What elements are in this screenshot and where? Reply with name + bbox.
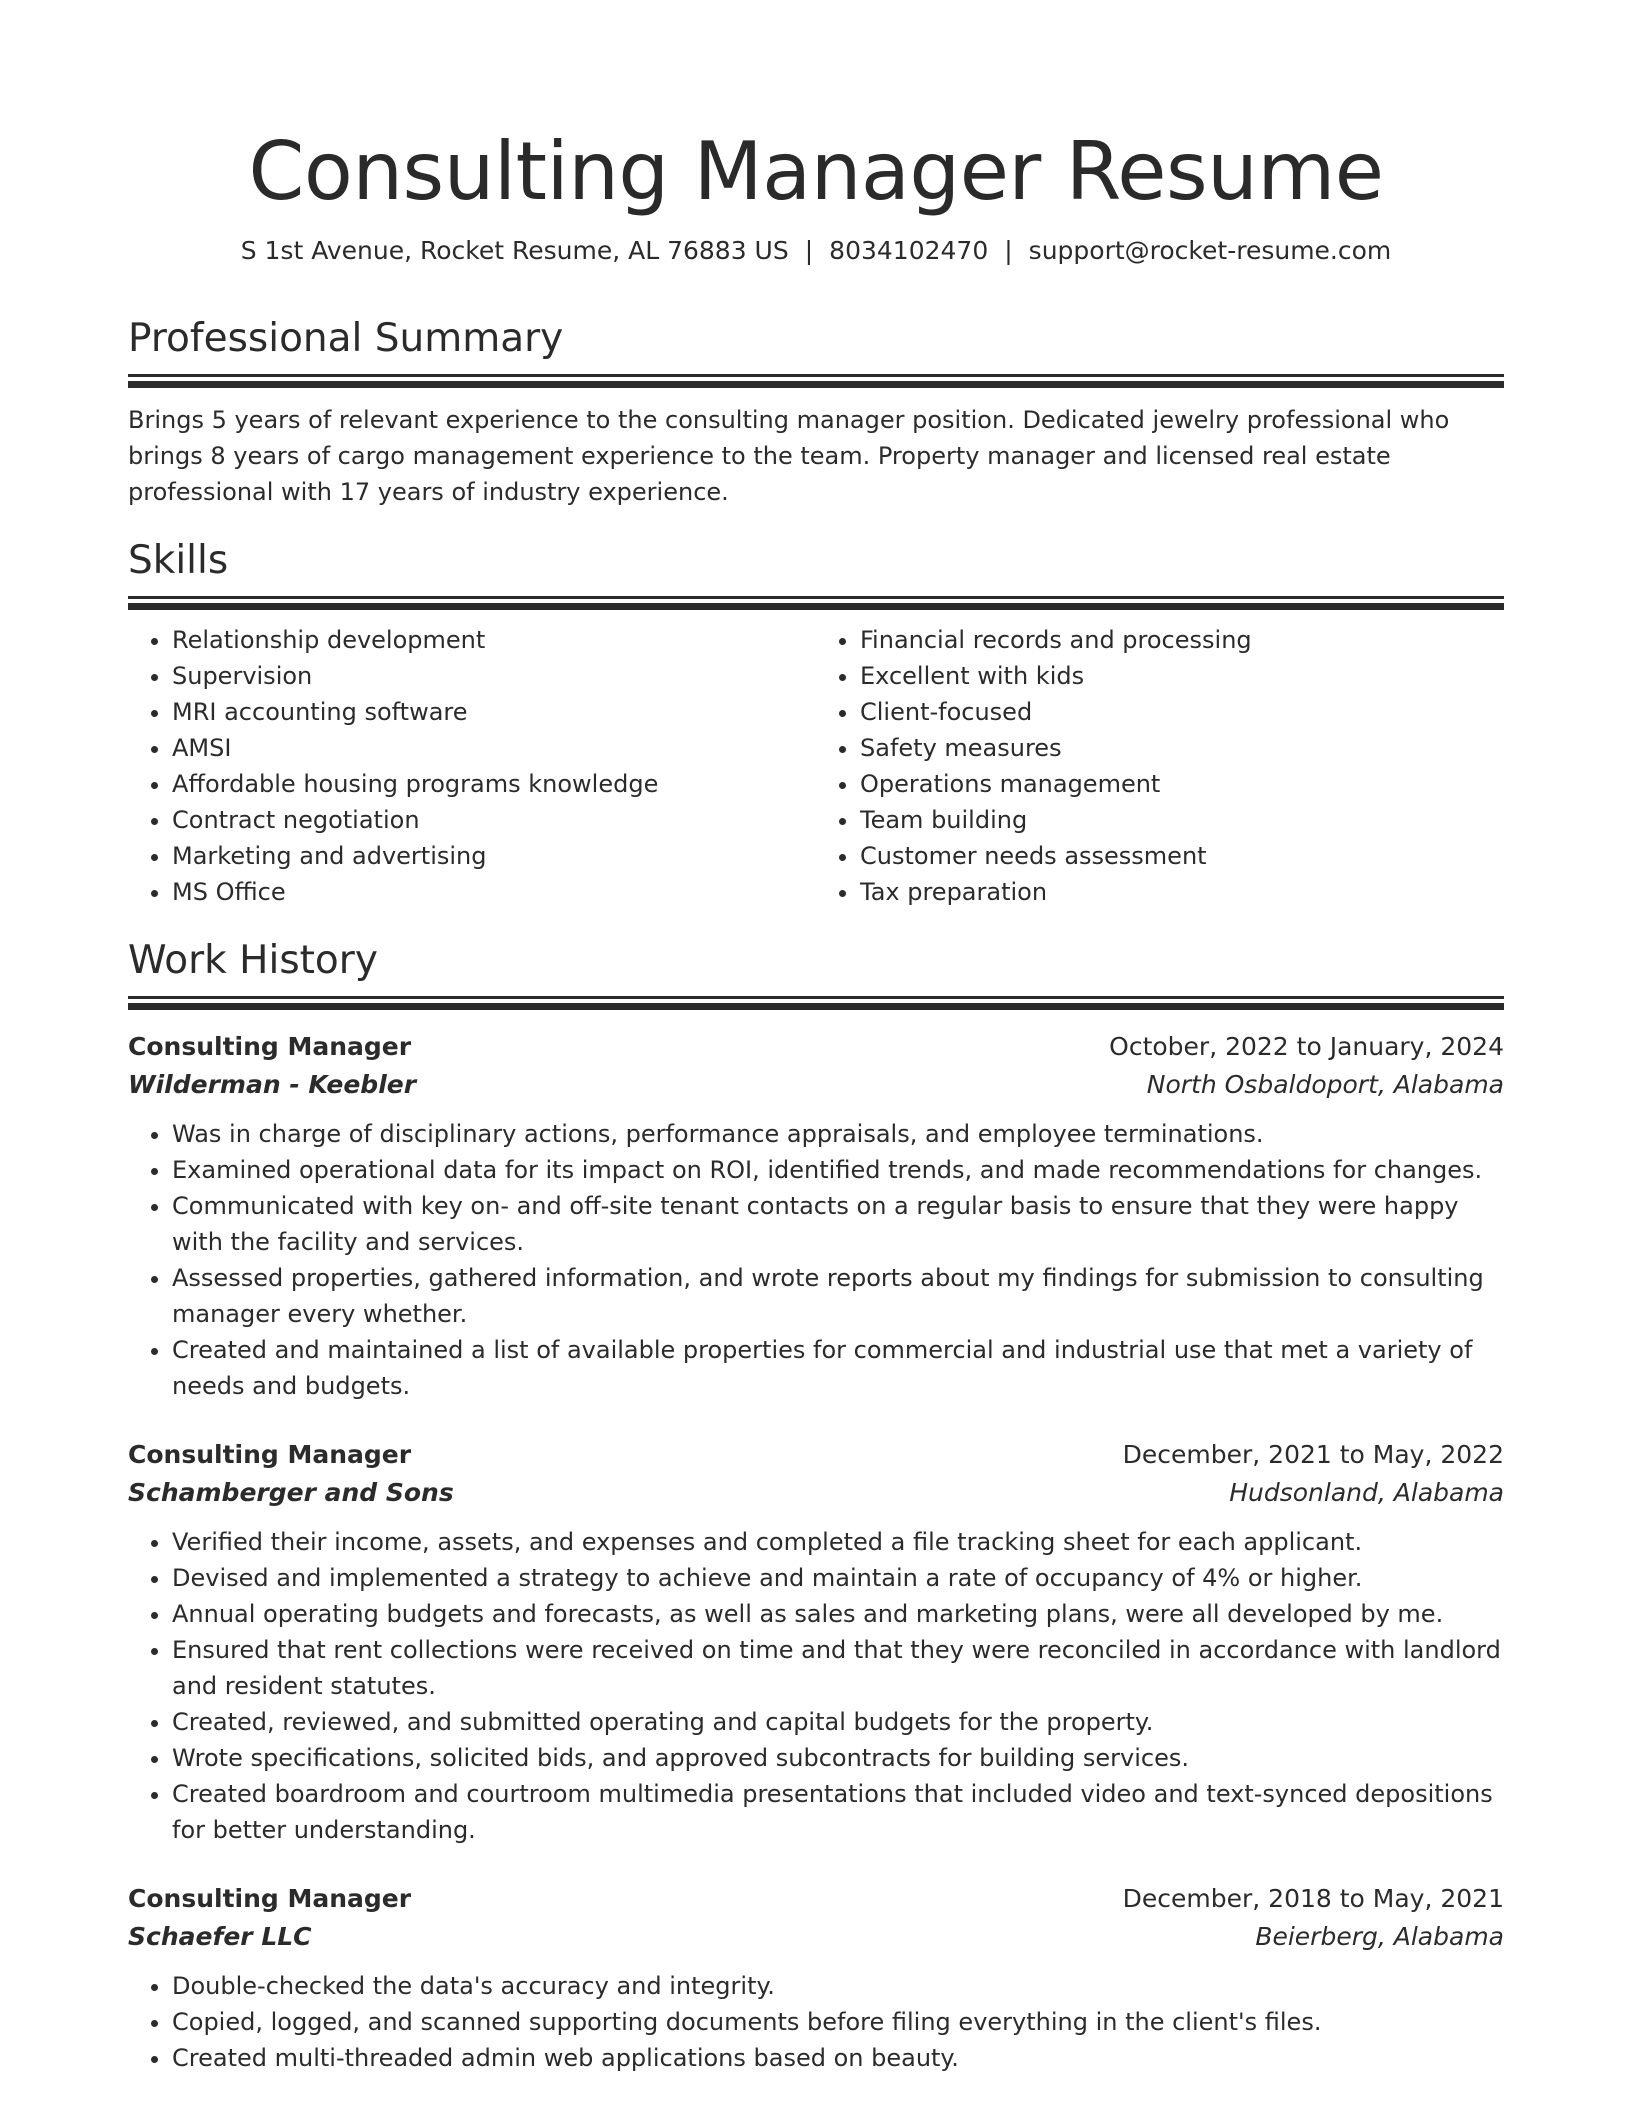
skill-item: • MS Office bbox=[172, 874, 816, 910]
section-divider bbox=[128, 374, 1504, 377]
job-duty: • Wrote specifications, solicited bids, and approved subcontracts for building services. bbox=[172, 1740, 1504, 1776]
skill-item: • Tax preparation bbox=[860, 874, 1504, 910]
skill-item: • Excellent with kids bbox=[860, 658, 1504, 694]
job-title: Consulting Manager bbox=[128, 1884, 412, 1913]
work-history-section bbox=[128, 936, 1504, 2076]
contact-email: support@rocket-resume.com bbox=[1028, 236, 1392, 265]
job-duty: • Verified their income, assets, and expenses and completed a file tracking sheet for each applicant. bbox=[172, 1524, 1504, 1560]
job-duties bbox=[128, 1524, 1504, 1848]
contact-line bbox=[128, 234, 1504, 268]
job-subheader bbox=[128, 1918, 1504, 1956]
job-entry bbox=[128, 1436, 1504, 1848]
section-divider bbox=[128, 603, 1504, 610]
job-location: Hudsonland, Alabama bbox=[1229, 1478, 1504, 1507]
skills-list-right bbox=[816, 622, 1504, 910]
job-dates: October, 2022 to January, 2024 bbox=[1109, 1032, 1504, 1061]
skill-item: • Customer needs assessment bbox=[860, 838, 1504, 874]
job-location: North Osbaldoport, Alabama bbox=[1146, 1070, 1504, 1099]
resume-title: Consulting Manager Resume bbox=[248, 125, 1384, 218]
job-duty: • Double-checked the data's accuracy and integrity. bbox=[172, 1968, 1504, 2004]
job-duty: • Communicated with key on- and off-site tenant contacts on a regular basis to ensure that they were happy with the facility and services. bbox=[172, 1188, 1504, 1260]
skill-item: • Operations management bbox=[860, 766, 1504, 802]
job-header bbox=[128, 1028, 1504, 1066]
skill-item: • Affordable housing programs knowledge bbox=[172, 766, 816, 802]
section-divider bbox=[128, 996, 1504, 999]
contact-separator: | bbox=[804, 236, 814, 265]
section-divider bbox=[128, 1003, 1504, 1010]
skill-item: • Financial records and processing bbox=[860, 622, 1504, 658]
skill-item: • Supervision bbox=[172, 658, 816, 694]
resume-page bbox=[128, 0, 1504, 2076]
skill-item: • AMSI bbox=[172, 730, 816, 766]
work-history-heading: Work History bbox=[128, 938, 378, 983]
skill-item: • Safety measures bbox=[860, 730, 1504, 766]
contact-separator: | bbox=[1004, 236, 1013, 265]
contact-phone: 8034102470 bbox=[829, 236, 989, 265]
skill-item: • MRI accounting software bbox=[172, 694, 816, 730]
section-divider bbox=[128, 381, 1504, 388]
job-duty: • Devised and implemented a strategy to achieve and maintain a rate of occupancy of 4% or higher. bbox=[172, 1560, 1504, 1596]
summary-section bbox=[128, 314, 1504, 510]
job-subheader bbox=[128, 1474, 1504, 1512]
job-subheader bbox=[128, 1066, 1504, 1104]
skills-heading: Skills bbox=[128, 538, 229, 583]
job-title: Consulting Manager bbox=[128, 1032, 412, 1061]
job-company: Schamberger and Sons bbox=[128, 1478, 454, 1507]
job-duty: • Was in charge of disciplinary actions, performance appraisals, and employee terminations. bbox=[172, 1116, 1504, 1152]
skills-columns bbox=[128, 622, 1504, 910]
job-duty: • Created and maintained a list of available properties for commercial and industrial use that met a variety of needs and budgets. bbox=[172, 1332, 1504, 1404]
job-duty: • Copied, logged, and scanned supporting documents before filing everything in the client's files. bbox=[172, 2004, 1504, 2040]
job-duty: • Annual operating budgets and forecasts, as well as sales and marketing plans, were all developed by me. bbox=[172, 1596, 1504, 1632]
job-duty: • Created multi-threaded admin web applications based on beauty. bbox=[172, 2040, 1504, 2076]
job-duty: • Ensured that rent collections were received on time and that they were reconciled in accordance with landlord and resident statutes. bbox=[172, 1632, 1504, 1704]
section-divider bbox=[128, 596, 1504, 599]
job-header bbox=[128, 1880, 1504, 1918]
skills-list-left bbox=[128, 622, 816, 910]
job-duty: • Assessed properties, gathered information, and wrote reports about my findings for submission to consulting manager every whether. bbox=[172, 1260, 1504, 1332]
skill-item: • Team building bbox=[860, 802, 1504, 838]
skills-section bbox=[128, 536, 1504, 910]
job-company: Wilderman - Keebler bbox=[128, 1070, 417, 1099]
job-duties bbox=[128, 1116, 1504, 1404]
job-duties bbox=[128, 1968, 1504, 2076]
job-company: Schaefer LLC bbox=[128, 1922, 312, 1951]
contact-address: S 1st Avenue, Rocket Resume, AL 76883 US bbox=[240, 236, 789, 265]
job-duty: • Created boardroom and courtroom multimedia presentations that included video and text-synced depositions for better understanding. bbox=[172, 1776, 1504, 1848]
summary-heading: Professional Summary bbox=[128, 316, 564, 361]
job-location: Beierberg, Alabama bbox=[1255, 1922, 1504, 1951]
skill-item: • Marketing and advertising bbox=[172, 838, 816, 874]
job-header bbox=[128, 1436, 1504, 1474]
skill-item: • Relationship development bbox=[172, 622, 816, 658]
job-entry bbox=[128, 1028, 1504, 1404]
job-dates: December, 2021 to May, 2022 bbox=[1122, 1440, 1504, 1469]
skill-item: • Contract negotiation bbox=[172, 802, 816, 838]
job-dates: December, 2018 to May, 2021 bbox=[1122, 1884, 1504, 1913]
skill-item: • Client-focused bbox=[860, 694, 1504, 730]
job-duty: • Created, reviewed, and submitted operating and capital budgets for the property. bbox=[172, 1704, 1504, 1740]
job-entry bbox=[128, 1880, 1504, 2076]
summary-text: Brings 5 years of relevant experience to the consulting manager position. Dedicated jewelry professional who brings 8 years of cargo management experience to the team. Property manager and licensed real estate professional with 17 years of industry experience. bbox=[128, 406, 1450, 506]
job-duty: • Examined operational data for its impact on ROI, identified trends, and made recommendations for changes. bbox=[172, 1152, 1504, 1188]
job-title: Consulting Manager bbox=[128, 1440, 412, 1469]
